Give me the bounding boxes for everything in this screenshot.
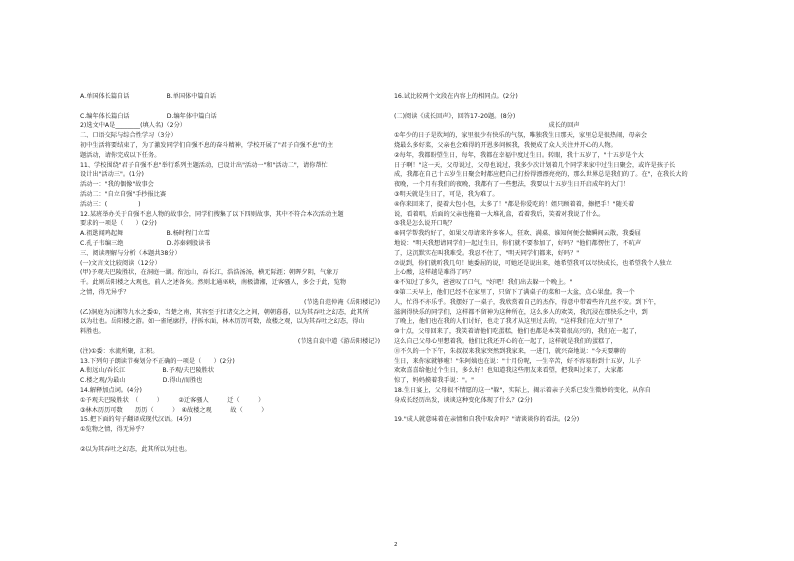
text-line: ⑪不久的一个下午，朱叔叔来我家突然到我家来，一进门，就兴奋地说："今天要聊的 [394, 347, 626, 355]
text-line: 夜晚，一个月有我们的夜晚，我都有了一些想法，我要以十五岁生日开启成年的大门！ [394, 181, 630, 189]
text-line: 16.试比较两个文段在内容上的相同点。(2分) [394, 93, 518, 100]
text-line: 18.生日宴上，父母很不情愿的这一"躲"，实际上，揭示着亲子关系已发生微妙的变化，从你自 [394, 386, 651, 394]
right-column [394, 92, 734, 425]
text-line: C.孔子韦编三绝 D.苏秦刺股读书 [80, 239, 211, 247]
text-line [394, 102, 734, 112]
text-line: 11、学校围绕"君子自强不息"举行系列主题活动，已设计出"活动一"和"活动二"，请你帮忙 [80, 161, 328, 169]
text-line: ④你来回来了，提着大包小包，太多了！"都是你爱吃的！姐只顾着着，擦把手！"随关着 [394, 200, 635, 208]
text-line: 19."成人就意味着在亲情和自我中取舍吗？"请谈谈你的看法。(2分) [394, 416, 580, 424]
text-line: 12.某班举办关于自强不息人物的故事会，同学们搜集了以下四则故事，其中不符合本次活动主题 [80, 210, 344, 218]
text-line: C.楼之观/为最山 D.得山/而胜也 [80, 377, 203, 385]
text-line: (乙)洞庭为沅湘等九水之委①，当楚之南，其容至于扛诸交之之间，朝朝暮暮，以为其吞吐之幻态，此其所 [80, 308, 369, 316]
text-line: ③林木历历可数 历历（ ） ④故楼之观 故（ ） [80, 406, 268, 414]
text-line: 地说："明天我想请同学们一起过生日，你们就不要参加了，好吗？"他们都愣住了，不吭声 [394, 239, 642, 247]
text-line: 以为壮也。岳阳楼之游。如一雀尾廓抒，抒拆水面，林木历历可数，故楼之观，以为其吞吐之幻态，得山 [80, 318, 365, 326]
text-line: 这么自己父母心里想着我，他们比我还开心的在一起了，这样就是我们的蛋糕了， [394, 337, 617, 345]
text-line: (节选自袁中道《游岳阳楼记》) [297, 337, 380, 345]
text-line: 上心酸，这样越是难得了吗？ [394, 269, 475, 277]
text-line: ②以为其吞吐之幻态，此其所以为壮也。 [80, 445, 191, 453]
text-line: 滋润得快乐的同学们，这样都不留神为这种所在，这么多人的欢笑，我沉浸在那快乐之中，到 [394, 308, 648, 316]
text-line: 料胜也。 [80, 328, 105, 336]
text-line: 题活动，请你完成以下任务。 [80, 151, 161, 159]
text-line: ①予观夫巴陵胜状 （ ） ②迁客骚人 迁（ ） [80, 396, 265, 404]
text-line: ①览物之情，得无异乎？ [80, 426, 148, 434]
text-line: 2)选文中A是________(填人名)（2分） [80, 122, 186, 130]
text-line: 成长的回声 [548, 122, 580, 130]
text-line: ①年少的日子是坎坷的，家里很少有快乐的气氛，唯独我生日那天，家里总是很热闹，母亲会 [394, 132, 648, 140]
text-line: ⑧不知过了多久，爸爸叹了口气，"好吧！我们出去躲一个晚上。" [394, 279, 573, 287]
text-line: 欢欢喜喜给他过个生日，多么好！也知道我这些朋友来看望，把我叫过来了，大家都 [394, 367, 623, 375]
text-line: 活动一："我的偶像"故事会 [80, 181, 154, 189]
text-line: 生日，来你家就够啦！"朱阿姨也在说："十月份呢，一生辛苦，好不容易盼到十五岁，儿子 [394, 357, 642, 365]
text-line: ⑦说到，你们就听我几句！她委屈的说，可她还是说出来，她希望我可以尽快成长，也希望我个人独立 [394, 259, 672, 267]
text-line: 身成长经历出发，谈谈这种变化体现了什么？(2分) [394, 396, 533, 404]
text-line: ⑩十点，父母回来了，我笑着请他们吃蛋糕，他们也都是本笑着很高兴的，我们在一起了， [394, 328, 641, 336]
text-line: 说，看着唱，后面的父亲也拖着一大堆礼盒，看着我后，笑着对我说了什么。 [394, 210, 605, 218]
text-line [80, 435, 420, 445]
text-line: 了，这沉默实在叫我难受。我忍不住了，"明天同学们都来，好吗？" [394, 249, 580, 257]
text-line: (节选自范仲淹《岳阳楼记》) [304, 298, 380, 306]
text-line: ②每年，我都盼望生日，每年，我都在幸福中度过生日。转眼，我十五岁了，"十五岁是个大 [394, 151, 644, 159]
text-line: ⑤我是怎么说开口呢？ [394, 220, 456, 228]
text-line: A.祖逖闻鸡起舞 B.杨时程门立雪 [80, 230, 210, 238]
text-line: 之情，得无异乎？ [80, 288, 130, 296]
text-line: 要求的一项是（ ）(2分) [80, 220, 157, 228]
text-line: 烧最么多好菜，父亲也会难得的开恩多问候我，我便成了众人关注并开心的人物。 [394, 141, 617, 149]
text-line: 人，忙得不亦乐乎。我摆好了一桌子，我欣赏着自己的杰作，得意中带着些许几丝不安。到下午， [394, 298, 661, 306]
text-line [80, 102, 420, 112]
text-line: 13.下列句子朗读节奏划分不正确的一项是（ ）(2分) [80, 357, 235, 365]
text-line: 14.解释加点词。(4分) [80, 386, 142, 394]
text-line: 三、阅读理解与分析（本题共38分） [80, 249, 181, 257]
text-line: 二、口语交际与综合性学习（3分） [80, 132, 177, 140]
text-line: 初中生活将要结束了，为了激发同学们自强不息的奋斗精神，学校开展了"君子自强不息"的主 [80, 141, 334, 149]
text-line: A.衔远山/吞长江 B.予观/夫巴陵胜状 [80, 367, 215, 375]
text-line: (注)①委：水流所聚，汇积。 [80, 347, 159, 355]
page-number: 2 [394, 542, 398, 548]
text-line: ③明天就是生日了，可是，我为难了。 [394, 190, 499, 198]
text-line: ⑥同学帮我约好了，如果父母请来许多客人，狂欢、满桌、谁知何便会做瞬间云散，我委屈 [394, 230, 641, 238]
text-line: 活动二："自立自强"手抄报比赛 [80, 190, 167, 198]
text-line: 15.把下面的句子翻译成现代汉语。(4分) [80, 416, 192, 424]
text-line: C.编年体长篇白话 D.编年体中篇白话 [80, 112, 217, 120]
text-line [394, 406, 734, 416]
text-line: 日子啊！"这一天，父母说过，父母也说过，我多少次计划着几个同学来家中过生日聚会，或许是孩子长 [394, 161, 676, 169]
text-line: 了晚上，他们也在我的人们讨好，也走了我才从这里过去的，"这样我们在大厅里了" [394, 318, 623, 326]
text-line: 千。此则岳阳楼之大观也，前人之述备矣。然则北通巫峡，南极潇湘，迁客骚人，多会于此，览物 [80, 279, 347, 287]
text-line: (二)阅读《成长回声》，回答17-20题。(8分) [394, 112, 516, 120]
left-column [80, 92, 420, 454]
text-line: ⑨第二天早上，他们已经不在家里了，只留下了满桌子的菜和一大盆，点心果盘。我一个 [394, 288, 635, 296]
text-line: (一)文言文比较阅读（12分） [80, 259, 161, 267]
text-line: A.单国体长篇自话 B.单国体中篇自话 [80, 93, 217, 100]
text-line: 成，我都在自己十五岁生日聚会时都应把自己打扮得漂漂亮亮的，那么世界总是我们的了。在"，在我长大的 [394, 171, 688, 179]
text-line: 惊了，妈妈摸着我手说："。" [394, 377, 474, 385]
text-line: (甲)予观夫巴陵胜状，在洞庭一湖。衔远山，吞长江，浩浩汤汤，横无际涯；朝晖夕阴，气象万 [80, 269, 339, 277]
text-line: 设计出"活动三"。(1分) [80, 171, 144, 179]
text-line: 活动三：( ) [80, 200, 141, 208]
